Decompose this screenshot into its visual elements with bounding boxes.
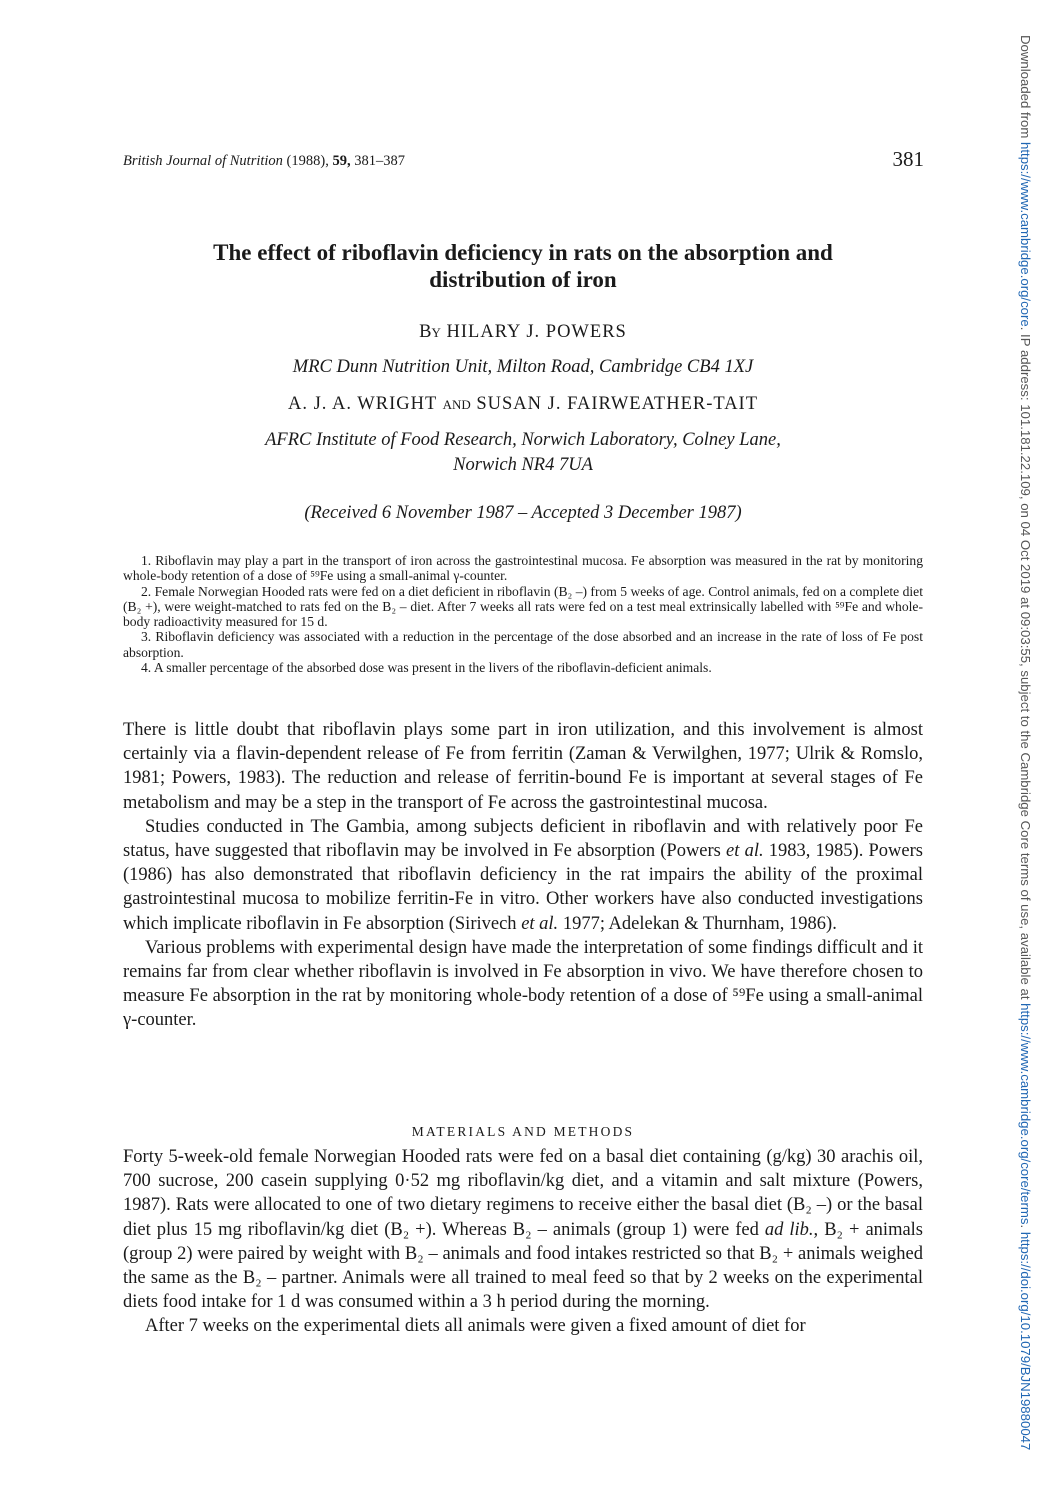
download-prefix: Downloaded from — [1018, 35, 1033, 143]
journal-pages: 381–387 — [354, 153, 405, 169]
intro-paragraph-1: There is little doubt that riboflavin plays some part in iron utilization, and this involvement is almost certainly via a flavin-dependent release of Fe from ferritin (Zaman & Verwilghen, 1977; Ulrik & Romslo, 1981; Powers, 1983). The reduction and release of ferritin-bound Fe is important at several stages of Fe metabolism and may be a step in the transport of Fe across the gastrointestinal mucosa. — [123, 720, 923, 813]
methods-section — [123, 1145, 923, 1339]
intro-paragraph-2 — [123, 815, 923, 936]
methods-paragraph-1 — [123, 1145, 923, 1314]
author-2: A. J. A. WRIGHT — [287, 394, 437, 414]
author-1: HILARY J. POWERS — [446, 322, 627, 342]
methods-p1-part-a: Forty 5-week-old female Norwegian Hooded rats were fed on a basal diet containing (g/kg) 30 arachis oil, 700 sucrose, 200 casein supplying 0·52 mg riboflavin/kg diet, and a vitamin and salt mixture (Powers, 1987). Rats were allocated to one of two dietary regimens to receive either the basal diet (B₂ –) or the basal diet plus 15 mg riboflavin/kg diet (B₂ +). Whereas B₂ – animals (group 1) were fed — [123, 1147, 923, 1240]
by-word: By — [419, 322, 441, 342]
affiliation-2 — [123, 428, 923, 478]
download-ip-text: . IP address: 101.181.22.109, on 04 Oct 2019 at 09:03:55, subject to the Cambridge Core terms of use, available at — [1018, 326, 1033, 1004]
abstract — [123, 553, 923, 675]
cambridge-core-link[interactable]: https://www.cambridge.org/core — [1018, 142, 1033, 327]
intro-paragraph-3: Various problems with experimental design have made the interpretation of some findings difficult and it remains far from clear whether riboflavin is involved in Fe absorption in vivo. We have therefore chosen to measure Fe absorption in the rat by monitoring whole-body retention of a dose of ⁵⁹Fe using a small-animal γ-counter. — [123, 937, 923, 1031]
author-3: SUSAN J. FAIRWEATHER-TAIT — [476, 394, 759, 414]
affiliation-2-line-1: AFRC Institute of Food Research, Norwich Laboratory, Colney Lane, — [265, 430, 781, 450]
title-line-2: distribution of iron — [429, 267, 617, 292]
doi-link[interactable]: https://doi.org/10.1079/BJN19880047 — [1018, 1231, 1033, 1451]
intro-p2-part-a: Studies conducted in The Gambia, among subjects deficient in riboflavin and with relatively poor Fe status, have suggested that riboflavin may be involved in Fe absorption (Powers — [123, 816, 923, 862]
and-word: and — [442, 394, 471, 414]
download-separator: . — [1018, 1224, 1033, 1232]
terms-link[interactable]: https://www.cambridge.org/core/terms — [1018, 1003, 1033, 1225]
methods-paragraph-2: After 7 weeks on the experimental diets all animals were given a fixed amount of diet for — [145, 1316, 806, 1337]
page-number: 381 — [892, 147, 924, 171]
intro-p2-part-c: 1977; Adelekan & Thurnham, 1986). — [558, 913, 837, 934]
abstract-point-4: 4. A smaller percentage of the absorbed dose was present in the livers of the riboflavin-deficient animals. — [141, 660, 712, 676]
byline-1 — [123, 322, 923, 343]
affiliation-1: MRC Dunn Nutrition Unit, Milton Road, Cambridge CB4 1XJ — [292, 357, 754, 377]
et-al-2: et al. — [521, 913, 559, 934]
journal-name: British Journal of Nutrition — [123, 153, 283, 169]
affiliation-2-line-2: Norwich NR4 7UA — [453, 455, 593, 475]
title-line-1: The effect of riboflavin deficiency in rats on the absorption and — [213, 240, 833, 265]
section-heading-methods: MATERIALS AND METHODS — [411, 1124, 635, 1139]
abstract-point-2: 2. Female Norwegian Hooded rats were fed on a diet deficient in riboflavin (B₂ –) from 5 weeks of age. Control animals, fed on a complete diet (B₂ +), were weight-matched to rats fed on the B₂ – diet. After 7 weeks all rats were fed on a test meal extrinsically labelled with ⁵⁹Fe and whole-body radioactivity measured for 15 d. — [123, 583, 923, 630]
abstract-point-3: 3. Riboflavin deficiency was associated with a reduction in the percentage of the dose absorbed and an increase in the rate of loss of Fe post absorption. — [123, 629, 923, 660]
article-title — [123, 239, 923, 293]
abstract-point-1: 1. Riboflavin may play a part in the transport of iron across the gastrointestinal mucosa. Fe absorption was measured in the rat by monitoring whole-body retention of a dose of ⁵⁹Fe using a small-animal γ-counter. — [123, 553, 923, 584]
byline-2 — [123, 394, 923, 415]
journal-year: (1988), — [286, 153, 329, 169]
methods-p1-part-b: , B₂ + animals (group 2) were paired by weight with B₂ – animals and food intakes restricted so that B₂ + animals weighed the same as the B₂ – partner. Animals were all trained to meal feed so that by 2 weeks on the experimental diets food intake for 1 d was consumed within a 3 h period during the morning. — [123, 1219, 924, 1313]
et-al-1: et al. — [726, 841, 764, 862]
running-header — [123, 153, 405, 170]
journal-volume: 59, — [332, 153, 351, 169]
introduction — [123, 718, 923, 1033]
download-notice — [1015, 35, 1033, 1465]
ad-lib: ad lib. — [764, 1219, 814, 1240]
received-dates: (Received 6 November 1987 – Accepted 3 December 1987) — [304, 503, 742, 523]
intro-p2-part-b: 1983, 1985). Powers (1986) has also demonstrated that riboflavin deficiency in the rat impairs the ability of the proximal gastrointestinal mucosa to mobilize ferritin-Fe in vitro. Other workers have also conducted investigations which implicate riboflavin in Fe absorption (Sirivech — [123, 841, 923, 934]
